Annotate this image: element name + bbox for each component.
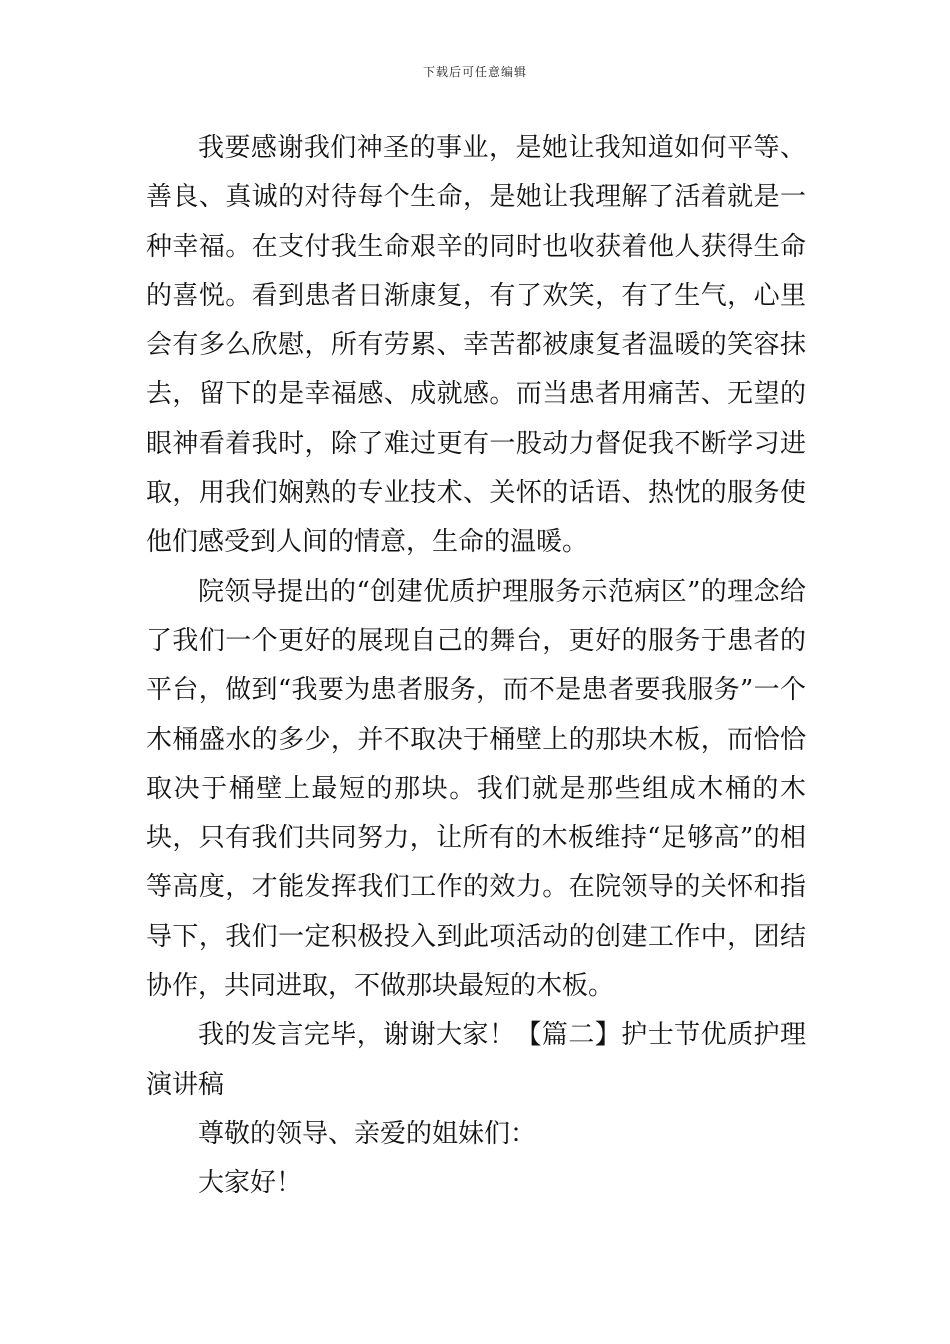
paragraph-salutation: 尊敬的领导、亲爱的姐妹们： [198, 1118, 537, 1149]
paragraph-closing: 我的发言完毕，谢谢大家！【篇二】护士节优质护理演讲稿 [146, 1020, 806, 1100]
paragraph-hospital-leadership: 院领导提出的“创建优质护理服务示范病区”的理念给了我们一个更好的展现自己的舞台，更好的服务于患者的平台，做到“我要为患者服务，而不是患者要我服务”一个木桶盛水的多少，并不取决于桶壁上的那块木板，而恰恰取决于桶壁上最短的那块。我们就是那些组成木桶的木块，只有我们共同努力，让所有的木板维持“足够高”的相等高度，才能发挥我们工作的效力。在院领导的关怀和指导下，我们一定积极投入到此项活动的创建工作中，团结协作，共同进取，不做那块最短的木板。 [146, 576, 806, 1002]
paragraph-greeting: 大家好！ [198, 1168, 303, 1199]
document-body [146, 124, 806, 1209]
page-header [0, 64, 950, 80]
paragraph-gratitude: 我要感谢我们神圣的事业，是她让我知道如何平等、善良、真诚的对待每个生命，是她让我理解了活着就是一种幸福。在支付我生命艰辛的同时也收获着他人获得生命的喜悦。看到患者日渐康复，有了欢笑，有了生气，心里会有多么欣慰，所有劳累、幸苦都被康复者温暖的笑容抹去，留下的是幸福感、成就感。而当患者用痛苦、无望的眼神看着我时，除了难过更有一股动力督促我不断学习进取，用我们娴熟的专业技术、关怀的话语、热忱的服务使他们感受到人间的情意，生命的温暖。 [146, 133, 806, 558]
header-note: 下载后可任意编辑 [422, 65, 527, 79]
